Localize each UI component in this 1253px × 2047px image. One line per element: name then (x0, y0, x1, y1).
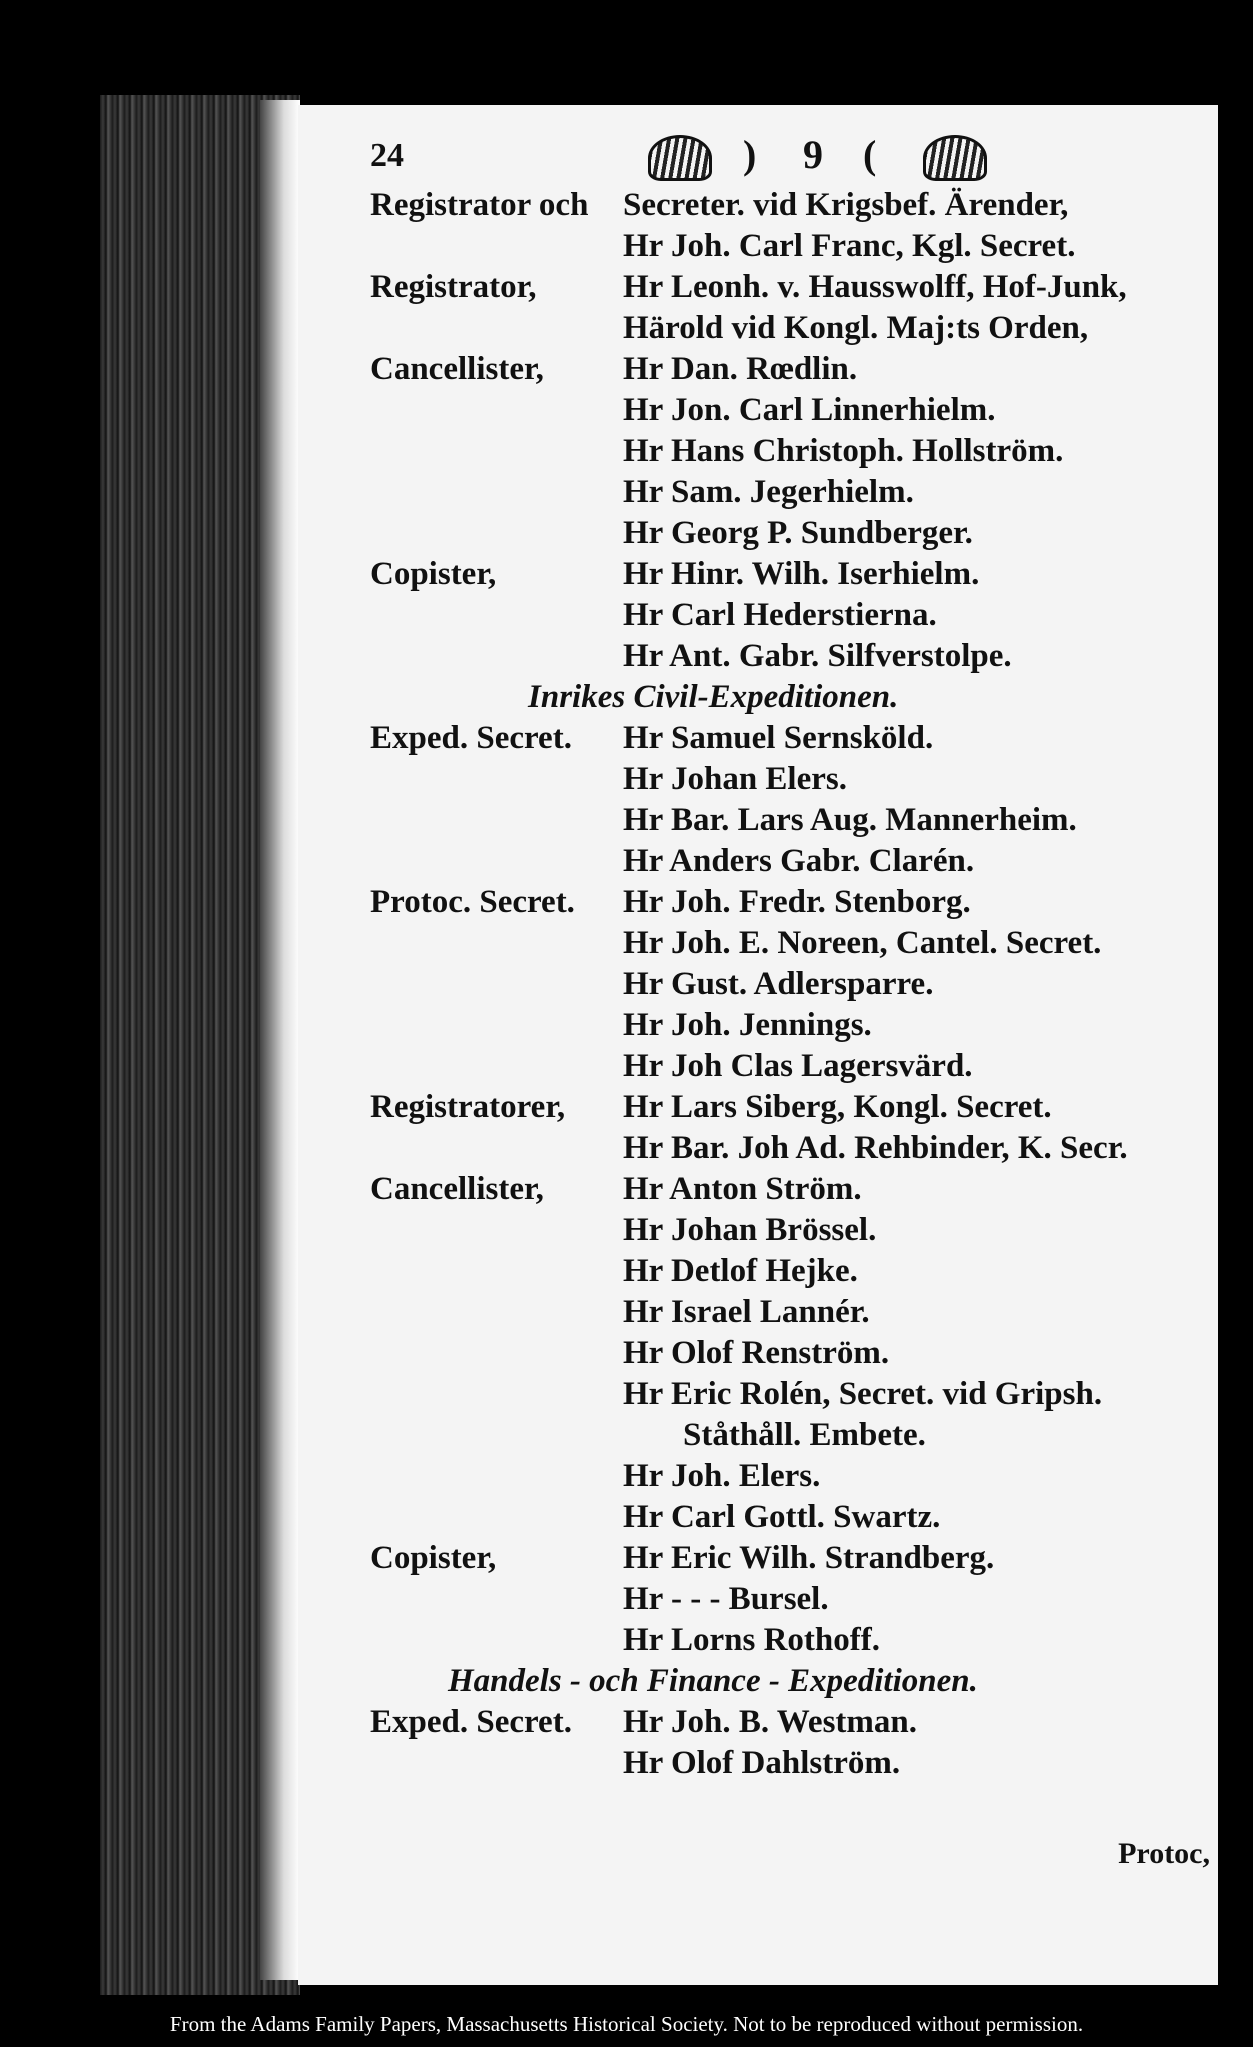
name-entry: Hr Joh. E. Noreen, Cantel. Secret. (623, 925, 1102, 961)
header-paren-left: ) (743, 132, 757, 177)
name-entry: Hr Eric Rolén, Secret. vid Gripsh. (623, 1376, 1103, 1412)
office-label: Cancellister, (370, 1171, 544, 1207)
name-entry: Hr Bar. Joh Ad. Rehbinder, K. Secr. (623, 1130, 1128, 1166)
register-row (298, 1251, 1218, 1292)
copyright-notice: From the Adams Family Papers, Massachusetts Historical Society. Not to be reproduced without permission. (169, 2012, 1084, 2036)
register-row (298, 431, 1218, 472)
register-row (298, 1579, 1218, 1620)
shell-ornament-icon (923, 135, 987, 181)
name-entry: Hr Joh Clas Lagersvärd. (623, 1048, 973, 1084)
office-label: Protoc. Secret. (370, 884, 575, 920)
name-entry: Hr Anders Gabr. Clarén. (623, 843, 975, 879)
register-row (298, 1456, 1218, 1497)
name-entry: Hr Hinr. Wilh. Iserhielm. (623, 556, 980, 592)
register-row (298, 677, 1218, 718)
register-row (298, 1374, 1218, 1415)
name-entry: Hr Detlof Hejke. (623, 1253, 858, 1289)
shell-ornament-icon (648, 135, 712, 181)
name-entry: Hr Eric Wilh. Strandberg. (623, 1540, 995, 1576)
register-row (298, 308, 1218, 349)
register-row (298, 554, 1218, 595)
signature-mark: 9 (803, 132, 823, 177)
name-entry: Hr Johan Brössel. (623, 1212, 877, 1248)
page-number: 24 (370, 137, 404, 174)
name-entry: Härold vid Kongl. Maj:ts Orden, (623, 310, 1089, 346)
book-page (298, 105, 1218, 1985)
name-entry: Secreter. vid Krigsbef. Ärender, (623, 187, 1069, 223)
name-entry: Hr Olof Renström. (623, 1335, 890, 1371)
register-row (298, 185, 1218, 226)
name-entry: Hr Georg P. Sundberger. (623, 515, 973, 551)
name-entry: Hr Israel Lannér. (623, 1294, 870, 1330)
name-entry: Hr Joh. B. Westman. (623, 1704, 917, 1740)
name-entry: Hr Leonh. v. Hausswolff, Hof-Junk, (623, 269, 1127, 305)
name-entry: Hr Ant. Gabr. Silfverstolpe. (623, 638, 1012, 674)
section-heading: Handels - och Finance - Expeditionen. (448, 1663, 978, 1699)
name-entry: Hr Joh. Carl Franc, Kgl. Secret. (623, 228, 1076, 264)
register-row (298, 841, 1218, 882)
office-label: Copister, (370, 556, 497, 592)
register-row (298, 636, 1218, 677)
register-row (298, 759, 1218, 800)
page-gutter (260, 100, 300, 1980)
name-entry: Hr Jon. Carl Linnerhielm. (623, 392, 996, 428)
name-entry: Hr Joh. Jennings. (623, 1007, 872, 1043)
register-row (298, 718, 1218, 759)
register-row (298, 964, 1218, 1005)
register-row (298, 1333, 1218, 1374)
name-entry: Hr Bar. Lars Aug. Mannerheim. (623, 802, 1077, 838)
name-entry: Hr Hans Christoph. Hollström. (623, 433, 1064, 469)
name-entry: Hr Lorns Rothoff. (623, 1622, 880, 1658)
register-row (298, 1005, 1218, 1046)
name-entry: Ståthåll. Embete. (683, 1417, 926, 1453)
name-entry: Hr Joh. Elers. (623, 1458, 821, 1494)
register-row (298, 226, 1218, 267)
register-row (298, 1620, 1218, 1661)
register-row (298, 349, 1218, 390)
register-row (298, 1702, 1218, 1743)
register-row (298, 800, 1218, 841)
register-row (298, 595, 1218, 636)
register-row (298, 1497, 1218, 1538)
name-entry: Hr Olof Dahlström. (623, 1745, 901, 1781)
register-row (298, 882, 1218, 923)
section-heading: Inrikes Civil-Expeditionen. (528, 679, 899, 715)
register-row (298, 1128, 1218, 1169)
register-row (298, 923, 1218, 964)
name-entry: Hr Anton Ström. (623, 1171, 862, 1207)
name-entry: Hr Carl Hederstierna. (623, 597, 937, 633)
register-row (298, 390, 1218, 431)
office-label: Cancellister, (370, 351, 544, 387)
name-entry: Hr Samuel Sernsköld. (623, 720, 934, 756)
office-label: Registrator, (370, 269, 537, 305)
name-entry: Hr - - - Bursel. (623, 1581, 829, 1617)
register-row (298, 1087, 1218, 1128)
office-label: Registratorer, (370, 1089, 566, 1125)
register-list (298, 185, 1218, 1784)
name-entry: Hr Carl Gottl. Swartz. (623, 1499, 941, 1535)
name-entry: Hr Johan Elers. (623, 761, 847, 797)
register-row (298, 1210, 1218, 1251)
register-row (298, 1743, 1218, 1784)
register-row (298, 513, 1218, 554)
register-row (298, 1292, 1218, 1333)
office-label: Registrator och (370, 187, 589, 223)
office-label: Copister, (370, 1540, 497, 1576)
register-row (298, 1538, 1218, 1579)
page-header (298, 127, 1218, 187)
name-entry: Hr Lars Siberg, Kongl. Secret. (623, 1089, 1052, 1125)
header-paren-right: ( (863, 132, 877, 177)
name-entry: Hr Gust. Adlersparre. (623, 966, 934, 1002)
name-entry: Hr Dan. Rœdlin. (623, 351, 858, 387)
register-row (298, 1415, 1218, 1456)
office-label: Exped. Secret. (370, 1704, 572, 1740)
register-row (298, 472, 1218, 513)
catchword: Protoc, (1118, 1837, 1210, 1870)
register-row (298, 1046, 1218, 1087)
name-entry: Hr Sam. Jegerhielm. (623, 474, 914, 510)
register-row (298, 1169, 1218, 1210)
office-label: Exped. Secret. (370, 720, 572, 756)
register-row (298, 267, 1218, 308)
register-row (298, 1661, 1218, 1702)
name-entry: Hr Joh. Fredr. Stenborg. (623, 884, 971, 920)
